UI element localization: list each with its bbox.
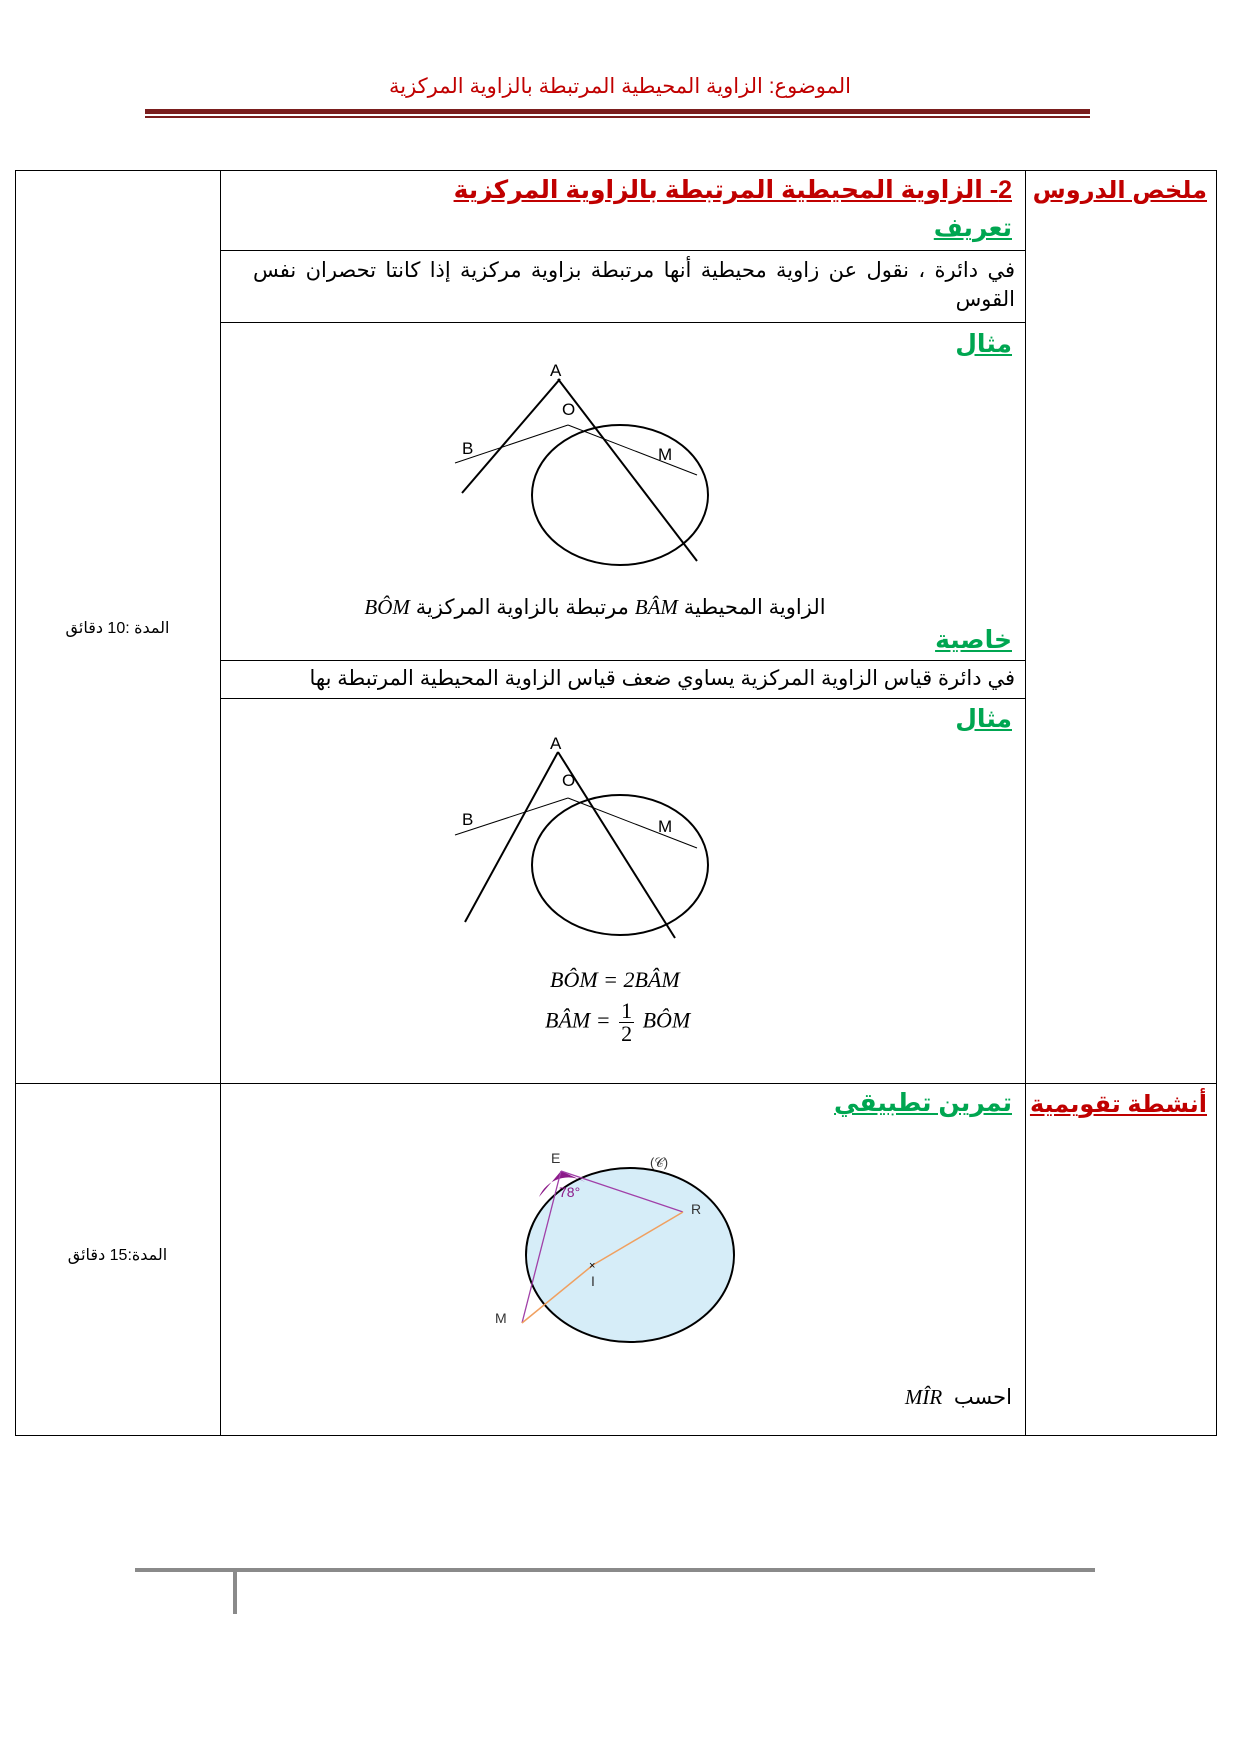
header-rule-thin [145, 116, 1090, 118]
property-text: في دائرة قياس الزاوية المركزية يساوي ضعف قياس الزاوية المحيطية المرتبطة بها [309, 667, 1015, 690]
formula2-numerator: 1 [621, 998, 633, 1023]
exercise-heading: تمرين تطبيقي [834, 1089, 1012, 1117]
figure1-label-b: B [462, 439, 474, 458]
row-divider [15, 1083, 1217, 1084]
figure1-side-ab [462, 379, 560, 493]
exercise-center-mark: × [589, 1260, 596, 1272]
section-label-summary: ملخص الدروس [1032, 177, 1207, 204]
figure1-circle [532, 425, 708, 565]
formula2-fraction [619, 1000, 634, 1045]
section-label-assessment: أنشطة تقويمية [1029, 1091, 1207, 1118]
exercise-label-e: E [551, 1150, 561, 1166]
figure2-circle [532, 795, 708, 935]
figure2-side-am [558, 752, 675, 938]
definition-heading: تعريف [933, 214, 1012, 242]
figure1-side-am [558, 379, 697, 561]
figure2-label-m: M [658, 817, 673, 836]
question-angle: MÎR [904, 1385, 943, 1409]
definition-text: في دائرة ، نقول عن زاوية محيطية أنها مرتبطة بزاوية مركزية إذا كانتا تحصران نفس القوس [253, 259, 1015, 311]
footer-rule [135, 1568, 1095, 1572]
caption-central-angle: BÔM [364, 595, 410, 619]
formula2-left: BÂM = [545, 1007, 611, 1033]
question-verb: احسب [953, 1386, 1012, 1409]
formula-half-angle [545, 1000, 690, 1045]
inner-line-1 [220, 250, 1025, 251]
exercise-figure [495, 1145, 765, 1345]
figure1-label-a: A [550, 361, 562, 380]
figure2-label-o: O [562, 771, 576, 790]
formula-double-angle: BÔM = 2BÂM [550, 967, 680, 992]
column-divider-left [220, 170, 221, 1436]
inner-line-2 [220, 322, 1025, 323]
exercise-label-m: M [495, 1310, 507, 1326]
header-rule [145, 109, 1090, 114]
duration-row1: المدة :10 دقائق [65, 620, 170, 637]
footer-tick [233, 1568, 237, 1614]
example-caption [245, 595, 945, 620]
example-figure-2 [462, 734, 780, 965]
column-divider-right [1025, 170, 1026, 1436]
table-border-left [15, 170, 16, 1436]
table-border-top [15, 170, 1217, 171]
page-title: الموضوع: الزاوية المحيطية المرتبطة بالزاوية المركزية [388, 75, 851, 98]
formula2-denominator: 2 [621, 1021, 633, 1046]
duration-row2: المدة:15 دقائق [67, 1247, 168, 1264]
exercise-question [712, 1385, 1012, 1410]
lesson-table [15, 170, 1217, 1436]
inner-line-4 [220, 698, 1025, 699]
figure1-label-m: M [658, 445, 673, 464]
inner-line-3 [220, 660, 1025, 661]
example-figure-1 [462, 361, 780, 598]
exercise-label-i: I [591, 1273, 595, 1289]
figure1-radius-om [568, 425, 697, 475]
figure2-label-a: A [550, 734, 562, 753]
caption-prefix: الزاوية المحيطية [683, 596, 826, 619]
figure1-label-o: O [562, 400, 576, 419]
exercise-label-circle: (𝒞) [650, 1155, 669, 1170]
exercise-label-r: R [691, 1201, 702, 1217]
table-border-right [1216, 170, 1217, 1436]
figure2-side-ab [465, 752, 558, 922]
lesson-title: 2- الزاوية المحيطية المرتبطة بالزاوية المركزية [453, 176, 1012, 204]
formula2-right: BÔM [642, 1007, 691, 1033]
table-border-bottom [15, 1435, 1217, 1436]
figure2-label-b: B [462, 810, 474, 829]
example2-heading: مثال [955, 705, 1012, 733]
caption-middle: مرتبطة بالزاوية المركزية [415, 596, 629, 619]
exercise-angle-label: 78° [559, 1184, 581, 1200]
property-heading: خاصية [935, 626, 1012, 654]
caption-inscribed-angle: BÂM [634, 595, 678, 619]
example-heading: مثال [955, 330, 1012, 358]
figure2-radius-om [568, 798, 697, 848]
